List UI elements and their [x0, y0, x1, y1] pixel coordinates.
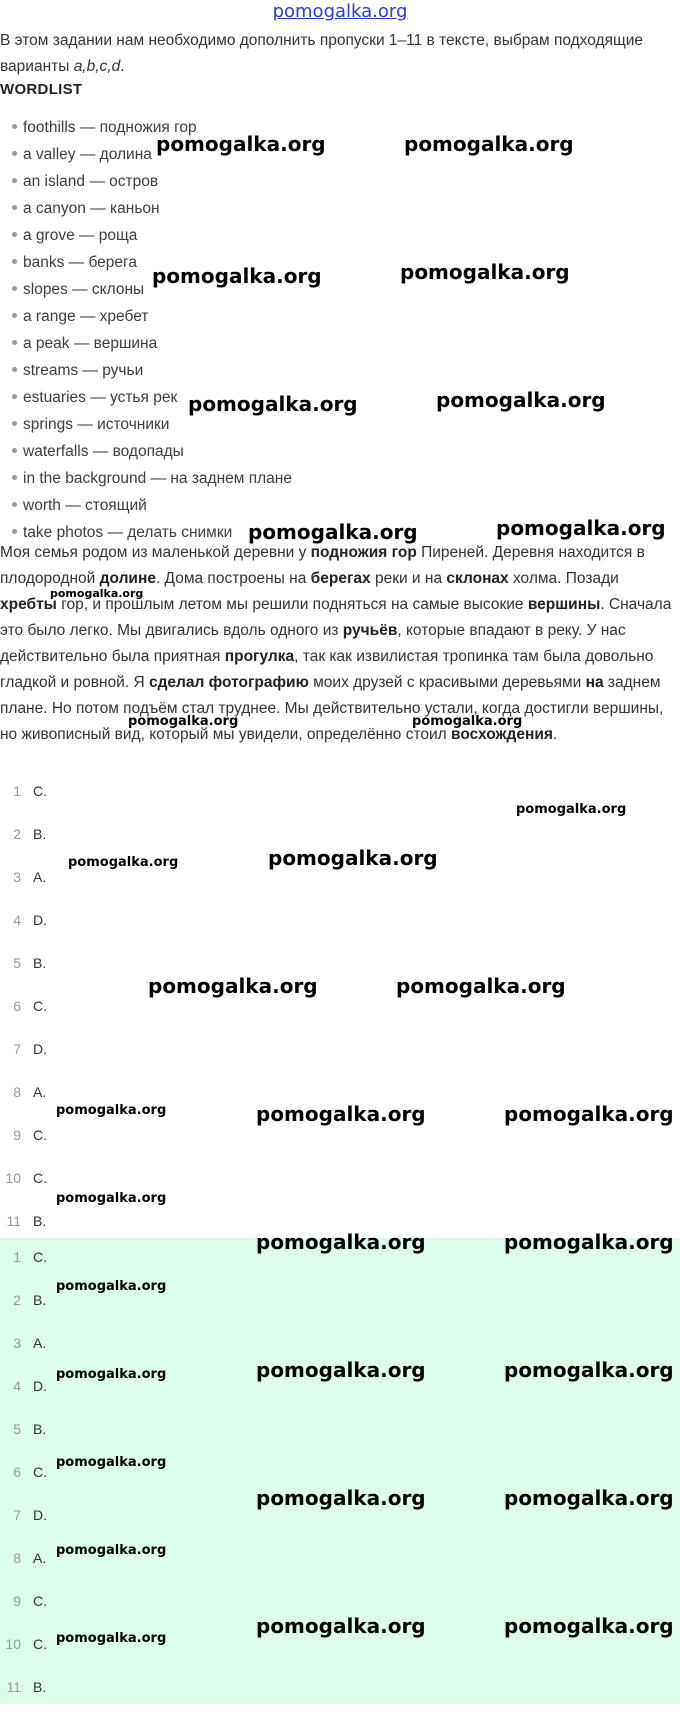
intro-options: a,b,c,d	[73, 58, 121, 75]
answer-row: 1 C.	[13, 783, 47, 799]
watermark: pomogalka.org	[256, 1486, 426, 1510]
list-item: take photos — делать снимки	[12, 521, 292, 548]
bullet-icon	[12, 286, 17, 291]
task-intro	[0, 28, 676, 80]
list-item: slopes — склоны	[12, 278, 292, 305]
list-item: a valley — долина	[12, 143, 292, 170]
answer-row: 6 C.	[13, 998, 47, 1014]
watermark: pomogalka.org	[256, 1102, 426, 1126]
answer-row: 4 D.	[13, 1378, 47, 1394]
watermark: pomogalka.org	[188, 392, 358, 416]
list-item: banks — берега	[12, 251, 292, 278]
watermark: pomogalka.org	[504, 1614, 674, 1638]
list-item: an island — остров	[12, 170, 292, 197]
list-item: in the background — на заднем плане	[12, 467, 292, 494]
answer-row: 3 A.	[13, 1335, 47, 1351]
answer-row: 7 D.	[13, 1041, 47, 1057]
list-item: springs — источники	[12, 413, 292, 440]
answer-row: 4 D.	[13, 912, 47, 928]
answer-row: 2 B.	[13, 1292, 47, 1308]
watermark: pomogalka.org	[152, 264, 322, 288]
list-item: foothills — подножия гор	[12, 116, 292, 143]
watermark: pomogalka.org	[504, 1230, 674, 1254]
answer-row: 2 B.	[13, 826, 47, 842]
answer-row: 10 C.	[5, 1636, 47, 1652]
bullet-icon	[12, 475, 17, 480]
bullet-icon	[12, 340, 17, 345]
bullet-icon	[12, 178, 17, 183]
watermark: pomogalka.org	[412, 714, 523, 729]
bullet-icon	[12, 367, 17, 372]
watermark: pomogalka.org	[504, 1358, 674, 1382]
watermark: pomogalka.org	[56, 1367, 167, 1382]
watermark: pomogalka.org	[256, 1230, 426, 1254]
list-item: streams — ручьи	[12, 359, 292, 386]
list-item: a range — хребет	[12, 305, 292, 332]
list-item: a grove — роща	[12, 224, 292, 251]
wordlist-title: WORDLIST	[0, 81, 83, 98]
list-item: a canyon — каньон	[12, 197, 292, 224]
watermark: pomogalka.org	[496, 516, 666, 540]
watermark: pomogalka.org	[56, 1631, 167, 1646]
list-item: worth — стоящий	[12, 494, 292, 521]
watermark: pomogalka.org	[504, 1102, 674, 1126]
bullet-icon	[12, 421, 17, 426]
watermark: pomogalka.org	[256, 1614, 426, 1638]
answer-row: 11 B.	[6, 1679, 47, 1695]
answer-row: 5 B.	[13, 1421, 47, 1437]
intro-text: В этом задании нам необходимо дополнить пропуски 1–11 в тексте, выбрам подходящие варианты	[0, 32, 644, 75]
watermark: pomogalka.org	[56, 1191, 167, 1206]
watermark: pomogalka.org	[128, 714, 239, 729]
answer-row: 6 C.	[13, 1464, 47, 1480]
answer-row: 9 C.	[13, 1593, 47, 1609]
answer-row: 11 B.	[6, 1213, 47, 1229]
bullet-icon	[12, 313, 17, 318]
bullet-icon	[12, 124, 17, 129]
list-item: waterfalls — водопады	[12, 440, 292, 467]
wordlist	[12, 116, 292, 548]
answer-row: 7 D.	[13, 1507, 47, 1523]
list-item: estuaries — устья рек	[12, 386, 292, 413]
bullet-icon	[12, 448, 17, 453]
watermark: pomogalka.org	[504, 1486, 674, 1510]
watermark: pomogalka.org	[50, 587, 144, 600]
answer-row: 9 C.	[13, 1127, 47, 1143]
watermark: pomogalka.org	[436, 388, 606, 412]
story-text: Моя семья родом из маленькой деревни у подножия гор Пиреней. Деревня находится в плодородной долине. Дома построены на берегах реки и на склонах холма. Позади хребты гор, и прошлым летом мы решили подняться на самые высокие вершины. Сначала это было легко. Мы двигались вдоль одного из ручьёв, которые впадают в реку. У нас действительно была приятная прогулка, так как извилистая тропинка там была довольно гладкой и ровной. Я сделал фотографию моих друзей с красивыми деревьями на заднем плане. Но потом подъём стал труднее. Мы действительно устали, когда достигли вершины, но живописный вид, который мы увидели, определённо стоил восхождения.	[0, 544, 672, 743]
watermark: pomogalka.org	[148, 974, 318, 998]
answer-row: 3 A.	[13, 869, 47, 885]
answer-list-primary	[0, 772, 680, 1245]
answer-row: 8 A.	[13, 1084, 47, 1100]
watermark: pomogalka.org	[400, 260, 570, 284]
answer-row: 10 C.	[5, 1170, 47, 1186]
bullet-icon	[12, 259, 17, 264]
watermark: pomogalka.org	[268, 846, 438, 870]
watermark: pomogalka.org	[256, 1358, 426, 1382]
watermark: pomogalka.org	[516, 802, 627, 817]
bullet-icon	[12, 502, 17, 507]
bullet-icon	[12, 151, 17, 156]
watermark: pomogalka.org	[404, 132, 574, 156]
answer-row: 1 C.	[13, 1249, 47, 1265]
bullet-icon	[12, 394, 17, 399]
site-title-link[interactable]: pomogalka.org	[272, 1, 408, 22]
watermark: pomogalka.org	[248, 520, 418, 544]
watermark: pomogalka.org	[156, 132, 326, 156]
watermark: pomogalka.org	[56, 1543, 167, 1558]
bullet-icon	[12, 205, 17, 210]
intro-end: .	[120, 58, 125, 75]
watermark: pomogalka.org	[56, 1103, 167, 1118]
watermark: pomogalka.org	[56, 1455, 167, 1470]
list-item: a peak — вершина	[12, 332, 292, 359]
answer-row: 5 B.	[13, 955, 47, 971]
watermark: pomogalka.org	[56, 1279, 167, 1294]
watermark: pomogalka.org	[68, 855, 179, 870]
bullet-icon	[12, 232, 17, 237]
watermark: pomogalka.org	[396, 974, 566, 998]
answer-row: 8 A.	[13, 1550, 47, 1566]
bullet-icon	[12, 529, 17, 534]
